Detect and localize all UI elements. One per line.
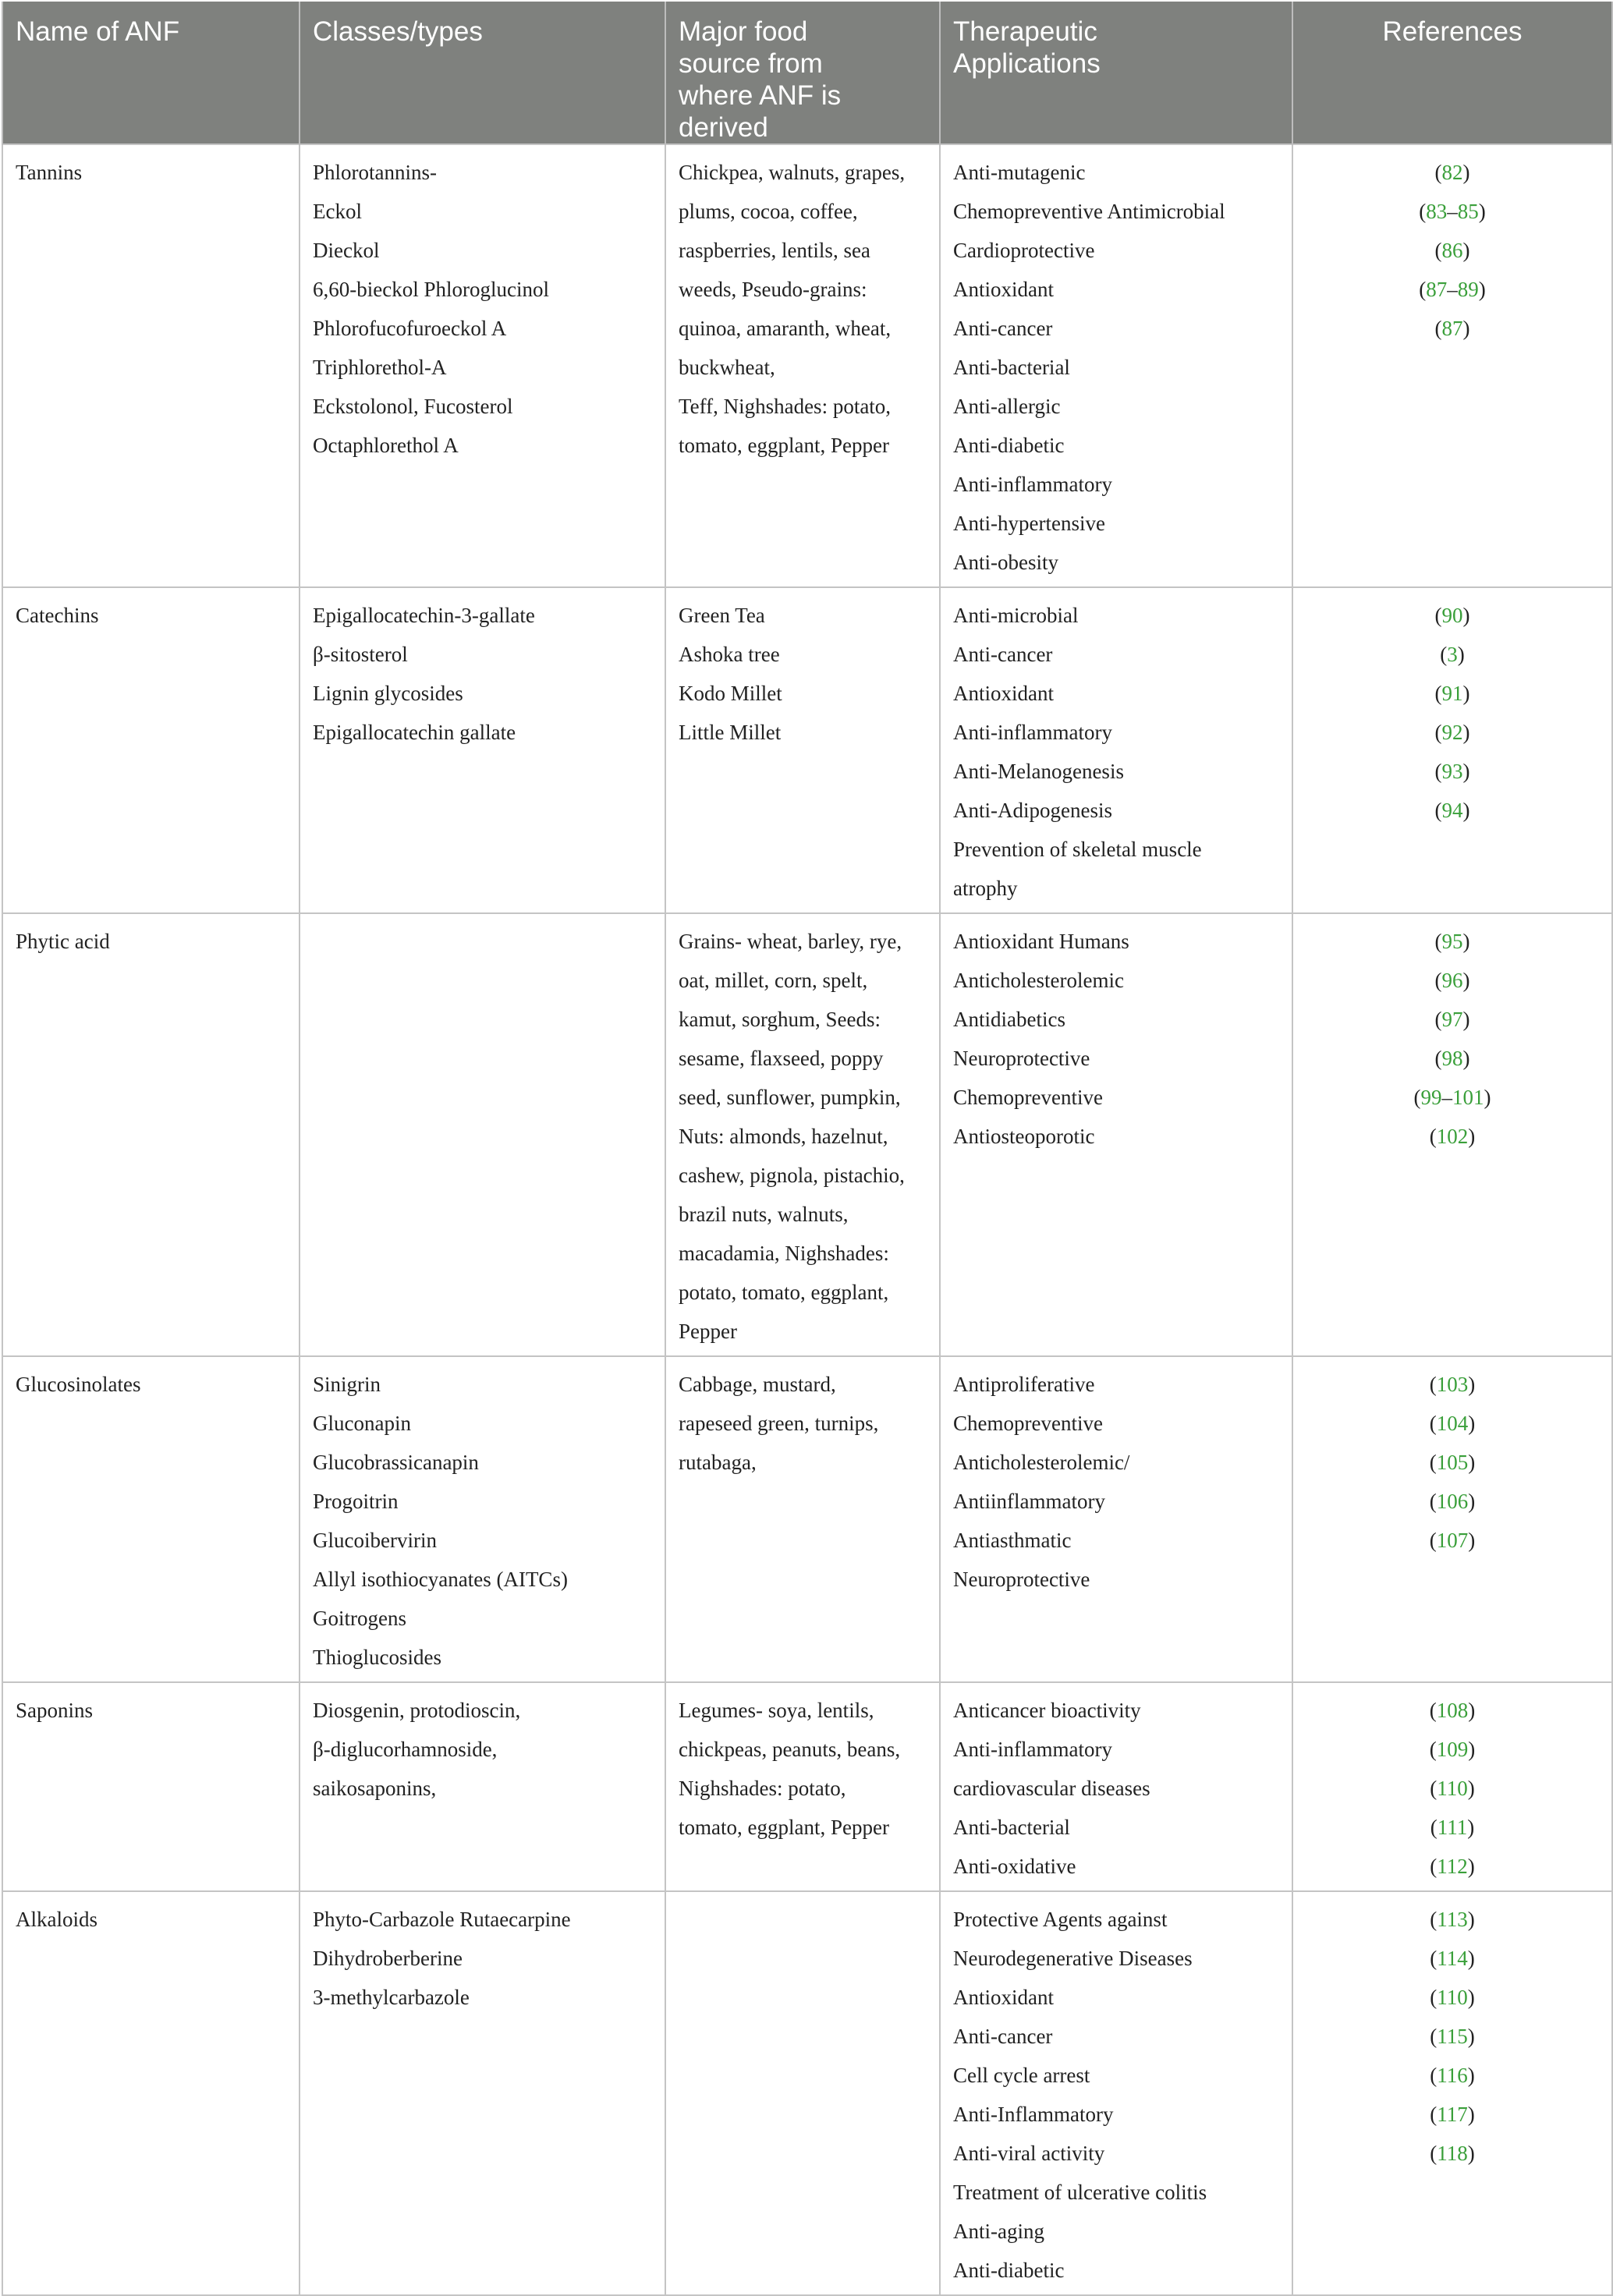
application-item: Anticancer bioactivity xyxy=(953,1699,1141,1722)
anf-name-cell xyxy=(2,144,300,587)
classes-cell xyxy=(300,1682,665,1891)
reference-link[interactable]: 85 xyxy=(1457,200,1479,223)
reference-citation: (87) xyxy=(1434,317,1470,340)
reference-link[interactable]: 105 xyxy=(1436,1451,1469,1474)
source-line: potato, tomato, eggplant, xyxy=(679,1281,889,1304)
reference-link[interactable]: 108 xyxy=(1436,1699,1469,1722)
application-item: Antiinflammatory xyxy=(953,1490,1105,1513)
sources-cell xyxy=(665,913,940,1356)
reference-link[interactable]: 90 xyxy=(1441,604,1463,627)
application-item: Anti-cancer xyxy=(953,317,1053,340)
header-line: Therapeutic xyxy=(953,16,1097,47)
source-line: rutabaga, xyxy=(679,1451,757,1474)
class-item: Allyl isothiocyanates (AITCs) xyxy=(313,1568,568,1591)
application-item: Antiasthmatic xyxy=(953,1529,1072,1552)
source-line: macadamia, Nighshades: xyxy=(679,1242,889,1265)
source-line: brazil nuts, walnuts, xyxy=(679,1203,849,1226)
header-therapeutic-applications xyxy=(940,2,1292,144)
source-line: plums, cocoa, coffee, xyxy=(679,200,858,223)
reference-link[interactable]: 83 xyxy=(1426,200,1448,223)
source-line: Teff, Nighshades: potato, xyxy=(679,395,892,418)
reference-link[interactable]: 101 xyxy=(1452,1086,1484,1109)
class-item: Epigallocatechin-3-gallate xyxy=(313,604,535,627)
application-item: Anti-mutagenic xyxy=(953,161,1086,184)
reference-citation: (92) xyxy=(1434,721,1470,744)
application-item: Antidiabetics xyxy=(953,1008,1065,1031)
reference-link[interactable]: 82 xyxy=(1441,161,1463,184)
application-item: Antioxidant Humans xyxy=(953,930,1129,953)
reference-citation: (115) xyxy=(1430,2025,1475,2048)
application-item: Anti-Adipogenesis xyxy=(953,799,1112,822)
applications-cell xyxy=(940,144,1292,587)
source-line: Legumes- soya, lentils, xyxy=(679,1699,874,1722)
application-item: Anti-inflammatory xyxy=(953,473,1112,496)
reference-citation: (82) xyxy=(1434,161,1470,184)
reference-link[interactable]: 102 xyxy=(1436,1125,1469,1148)
application-item: Cell cycle arrest xyxy=(953,2064,1090,2087)
header-classes-types xyxy=(300,2,665,144)
application-item: Anti-obesity xyxy=(953,551,1058,574)
source-line: Chickpea, walnuts, grapes, xyxy=(679,161,906,184)
header-major-food-source xyxy=(665,2,940,144)
source-line: Cabbage, mustard, xyxy=(679,1373,836,1396)
application-item: Anticholesterolemic/ xyxy=(953,1451,1130,1474)
source-line: quinoa, amaranth, wheat, xyxy=(679,317,892,340)
reference-citation: (103) xyxy=(1429,1373,1476,1396)
application-item: Anti-cancer xyxy=(953,643,1053,666)
source-line: Green Tea xyxy=(679,604,765,627)
reference-citation: (112) xyxy=(1430,1855,1475,1878)
reference-citation: (114) xyxy=(1430,1947,1475,1970)
class-item: Goitrogens xyxy=(313,1607,406,1630)
source-line: Pepper xyxy=(679,1320,737,1343)
source-line: tomato, eggplant, Pepper xyxy=(679,434,889,457)
reference-citation: (97) xyxy=(1434,1008,1470,1031)
applications-cell xyxy=(940,913,1292,1356)
anf-name: Glucosinolates xyxy=(16,1373,141,1396)
class-item: 3-methylcarbazole xyxy=(313,1986,470,2009)
application-item: Anti-viral activity xyxy=(953,2142,1105,2165)
classes-cell xyxy=(300,913,665,1356)
reference-citation: (96) xyxy=(1434,969,1470,992)
class-item: β-sitosterol xyxy=(313,643,408,666)
application-item: Anti-diabetic xyxy=(953,434,1065,457)
reference-link[interactable]: 92 xyxy=(1441,721,1463,744)
header-line: References xyxy=(1382,16,1523,47)
reference-citation: (94) xyxy=(1434,799,1470,822)
application-item: Chemopreventive Antimicrobial xyxy=(953,200,1225,223)
source-line: kamut, sorghum, Seeds: xyxy=(679,1008,881,1031)
reference-citation: (111) xyxy=(1430,1816,1475,1839)
sources-cell xyxy=(665,1682,940,1891)
reference-citation: (116) xyxy=(1430,2064,1475,2087)
reference-citation: (110) xyxy=(1430,1777,1475,1800)
header-references xyxy=(1292,2,1612,144)
source-line: oat, millet, corn, spelt, xyxy=(679,969,868,992)
reference-link[interactable]: 103 xyxy=(1436,1373,1469,1396)
reference-citation: (118) xyxy=(1430,2142,1475,2165)
reference-link[interactable]: 87 xyxy=(1426,278,1448,301)
reference-link[interactable]: 110 xyxy=(1437,1777,1468,1800)
class-item: Dieckol xyxy=(313,239,380,262)
sources-cell xyxy=(665,144,940,587)
source-line: Nighshades: potato, xyxy=(679,1777,846,1800)
header-line: Classes/types xyxy=(313,16,483,47)
application-item: Chemopreventive xyxy=(953,1086,1103,1109)
application-item: Neuroprotective xyxy=(953,1568,1090,1591)
reference-link[interactable]: 98 xyxy=(1441,1047,1463,1070)
class-item: saikosaponins, xyxy=(313,1777,437,1800)
application-item: Anti-bacterial xyxy=(953,356,1070,379)
references-cell xyxy=(1292,587,1612,913)
classes-cell xyxy=(300,144,665,587)
application-item: Anti-cancer xyxy=(953,2025,1053,2048)
table-row xyxy=(2,1682,1612,1891)
reference-citation: (109) xyxy=(1429,1738,1476,1761)
source-line: cashew, pignola, pistachio, xyxy=(679,1164,905,1187)
class-item: Thioglucosides xyxy=(313,1646,441,1669)
class-item: Glucoibervirin xyxy=(313,1529,437,1552)
application-item: Anti-bacterial xyxy=(953,1816,1070,1839)
anf-name: Catechins xyxy=(16,604,99,627)
references-cell xyxy=(1292,1682,1612,1891)
source-line: Nuts: almonds, hazelnut, xyxy=(679,1125,888,1148)
application-item: Protective Agents against xyxy=(953,1908,1168,1931)
application-item: Anti-aging xyxy=(953,2220,1044,2243)
sources-cell xyxy=(665,1356,940,1682)
anf-name: Phytic acid xyxy=(16,930,110,953)
header-line: source from xyxy=(679,48,823,79)
reference-citation: (90) xyxy=(1434,604,1470,627)
references-cell xyxy=(1292,144,1612,587)
application-item: Anti-Melanogenesis xyxy=(953,760,1124,783)
header-row xyxy=(2,2,1612,144)
class-item: Eckstolonol, Fucosterol xyxy=(313,395,513,418)
class-item: Triphlorethol-A xyxy=(313,356,447,379)
application-item: Anti-inflammatory xyxy=(953,1738,1112,1761)
reference-link[interactable]: 114 xyxy=(1437,1947,1468,1970)
class-item: β-diglucorhamnoside, xyxy=(313,1738,498,1761)
reference-citation: (106) xyxy=(1429,1490,1476,1513)
anf-name: Saponins xyxy=(16,1699,94,1722)
application-item: Neurodegenerative Diseases xyxy=(953,1947,1193,1970)
application-item: Antioxidant xyxy=(953,682,1054,705)
applications-cell xyxy=(940,1891,1292,2295)
class-item: Dihydroberberine xyxy=(313,1947,463,1970)
application-item: Cardioprotective xyxy=(953,239,1095,262)
application-item: Antioxidant xyxy=(953,1986,1054,2009)
applications-cell xyxy=(940,1682,1292,1891)
class-item: Glucobrassicanapin xyxy=(313,1451,479,1474)
source-line: buckwheat, xyxy=(679,356,775,379)
source-line: tomato, eggplant, Pepper xyxy=(679,1816,889,1839)
reference-citation: (110) xyxy=(1430,1986,1475,2009)
reference-citation: (102) xyxy=(1429,1125,1476,1148)
sources-cell xyxy=(665,1891,940,2295)
reference-link[interactable]: 117 xyxy=(1437,2103,1468,2126)
class-item: Eckol xyxy=(313,200,362,223)
source-line: weeds, Pseudo-grains: xyxy=(679,278,867,301)
references-cell xyxy=(1292,913,1612,1356)
application-item: Antiproliferative xyxy=(953,1373,1095,1396)
application-item: Neuroprotective xyxy=(953,1047,1090,1070)
application-item: cardiovascular diseases xyxy=(953,1777,1150,1800)
source-line: chickpeas, peanuts, beans, xyxy=(679,1738,901,1761)
table-row xyxy=(2,1891,1612,2295)
source-line: Ashoka tree xyxy=(679,643,780,666)
reference-link[interactable]: 104 xyxy=(1436,1412,1469,1435)
reference-citation: (108) xyxy=(1429,1699,1476,1722)
table-row xyxy=(2,587,1612,913)
reference-citation: (113) xyxy=(1430,1908,1475,1931)
class-item: 6,60-bieckol Phloroglucinol xyxy=(313,278,549,301)
reference-link[interactable]: 99 xyxy=(1420,1086,1442,1109)
class-item: Gluconapin xyxy=(313,1412,411,1435)
source-line: seed, sunflower, pumpkin, xyxy=(679,1086,901,1109)
source-line: sesame, flaxseed, poppy xyxy=(679,1047,884,1070)
reference-link[interactable]: 86 xyxy=(1441,239,1463,262)
reference-citation: (95) xyxy=(1434,930,1470,953)
header-line: where ANF is xyxy=(679,80,842,111)
reference-link[interactable]: 97 xyxy=(1441,1008,1463,1031)
reference-citation: (87–89) xyxy=(1419,278,1486,301)
reference-link[interactable]: 95 xyxy=(1441,930,1463,953)
anf-name-cell xyxy=(2,913,300,1356)
application-item: Anti-oxidative xyxy=(953,1855,1076,1878)
reference-citation: (93) xyxy=(1434,760,1470,783)
reference-link[interactable]: 116 xyxy=(1437,2064,1468,2087)
reference-link[interactable]: 89 xyxy=(1457,278,1479,301)
application-item: Anti-allergic xyxy=(953,395,1061,418)
application-item: Anti-Inflammatory xyxy=(953,2103,1114,2126)
anf-table-container xyxy=(2,2,1611,2296)
class-item: Diosgenin, protodioscin, xyxy=(313,1699,521,1722)
reference-link[interactable]: 111 xyxy=(1437,1816,1468,1839)
class-item: Progoitrin xyxy=(313,1490,399,1513)
application-item: atrophy xyxy=(953,877,1018,900)
header-line: Name of ANF xyxy=(16,16,180,47)
anf-name: Tannins xyxy=(16,161,83,184)
table-row xyxy=(2,144,1612,587)
reference-citation: (104) xyxy=(1429,1412,1476,1435)
reference-citation: (86) xyxy=(1434,239,1470,262)
application-item: Antiosteoporotic xyxy=(953,1125,1095,1148)
header-line: Major food xyxy=(679,16,808,47)
reference-link[interactable]: 109 xyxy=(1436,1738,1469,1761)
application-item: Anti-inflammatory xyxy=(953,721,1112,744)
application-item: Anti-diabetic xyxy=(953,2259,1065,2282)
application-item: Antioxidant xyxy=(953,278,1054,301)
reference-citation: (91) xyxy=(1434,682,1470,705)
reference-citation: (99–101) xyxy=(1413,1086,1491,1109)
class-item: Octaphlorethol A xyxy=(313,434,459,457)
anf-name-cell xyxy=(2,1891,300,2295)
anf-name-cell xyxy=(2,587,300,913)
reference-citation: (107) xyxy=(1429,1529,1476,1552)
class-item: Epigallocatechin gallate xyxy=(313,721,516,744)
reference-link[interactable]: 91 xyxy=(1441,682,1463,705)
table-body xyxy=(2,144,1612,2295)
header-name-of-anf xyxy=(2,2,300,144)
reference-link[interactable]: 87 xyxy=(1441,317,1463,340)
source-line: rapeseed green, turnips, xyxy=(679,1412,879,1435)
reference-link[interactable]: 115 xyxy=(1437,2025,1468,2048)
reference-link[interactable]: 94 xyxy=(1441,799,1463,822)
class-item: Lignin glycosides xyxy=(313,682,463,705)
class-item: Phlorotannins- xyxy=(313,161,437,184)
class-item: Sinigrin xyxy=(313,1373,381,1396)
reference-link[interactable]: 110 xyxy=(1437,1986,1468,2009)
reference-link[interactable]: 96 xyxy=(1441,969,1463,992)
reference-link[interactable]: 113 xyxy=(1437,1908,1468,1931)
reference-citation: (83–85) xyxy=(1419,200,1486,223)
reference-link[interactable]: 112 xyxy=(1437,1855,1468,1878)
application-item: Anticholesterolemic xyxy=(953,969,1124,992)
reference-link[interactable]: 107 xyxy=(1436,1529,1469,1552)
source-line: Grains- wheat, barley, rye, xyxy=(679,930,902,953)
reference-link[interactable]: 118 xyxy=(1437,2142,1468,2165)
source-line: Kodo Millet xyxy=(679,682,782,705)
classes-cell xyxy=(300,587,665,913)
application-item: Prevention of skeletal muscle xyxy=(953,838,1202,861)
applications-cell xyxy=(940,1356,1292,1682)
reference-citation: (3) xyxy=(1440,643,1465,666)
application-item: Treatment of ulcerative colitis xyxy=(953,2181,1207,2204)
reference-citation: (117) xyxy=(1430,2103,1475,2126)
anf-name-cell xyxy=(2,1682,300,1891)
application-item: Chemopreventive xyxy=(953,1412,1103,1435)
application-item: Anti-microbial xyxy=(953,604,1079,627)
class-item: Phlorofucofuroeckol A xyxy=(313,317,507,340)
reference-citation: (105) xyxy=(1429,1451,1476,1474)
header-line: derived xyxy=(679,112,768,143)
references-cell xyxy=(1292,1891,1612,2295)
classes-cell xyxy=(300,1891,665,2295)
table-row xyxy=(2,1356,1612,1682)
reference-link[interactable]: 93 xyxy=(1441,760,1463,783)
application-item: Anti-hypertensive xyxy=(953,512,1105,535)
source-line: raspberries, lentils, sea xyxy=(679,239,870,262)
references-cell xyxy=(1292,1356,1612,1682)
anf-name-cell xyxy=(2,1356,300,1682)
anf-name: Alkaloids xyxy=(16,1908,97,1931)
reference-link[interactable]: 3 xyxy=(1447,643,1458,666)
table-row xyxy=(2,913,1612,1356)
source-line: Little Millet xyxy=(679,721,782,744)
reference-citation: (98) xyxy=(1434,1047,1470,1070)
table-header xyxy=(2,2,1612,144)
class-item: Phyto-Carbazole Rutaecarpine xyxy=(313,1908,571,1931)
reference-link[interactable]: 106 xyxy=(1436,1490,1469,1513)
header-line: Applications xyxy=(953,48,1101,79)
classes-cell xyxy=(300,1356,665,1682)
anf-table xyxy=(2,2,1613,2296)
sources-cell xyxy=(665,587,940,913)
applications-cell xyxy=(940,587,1292,913)
